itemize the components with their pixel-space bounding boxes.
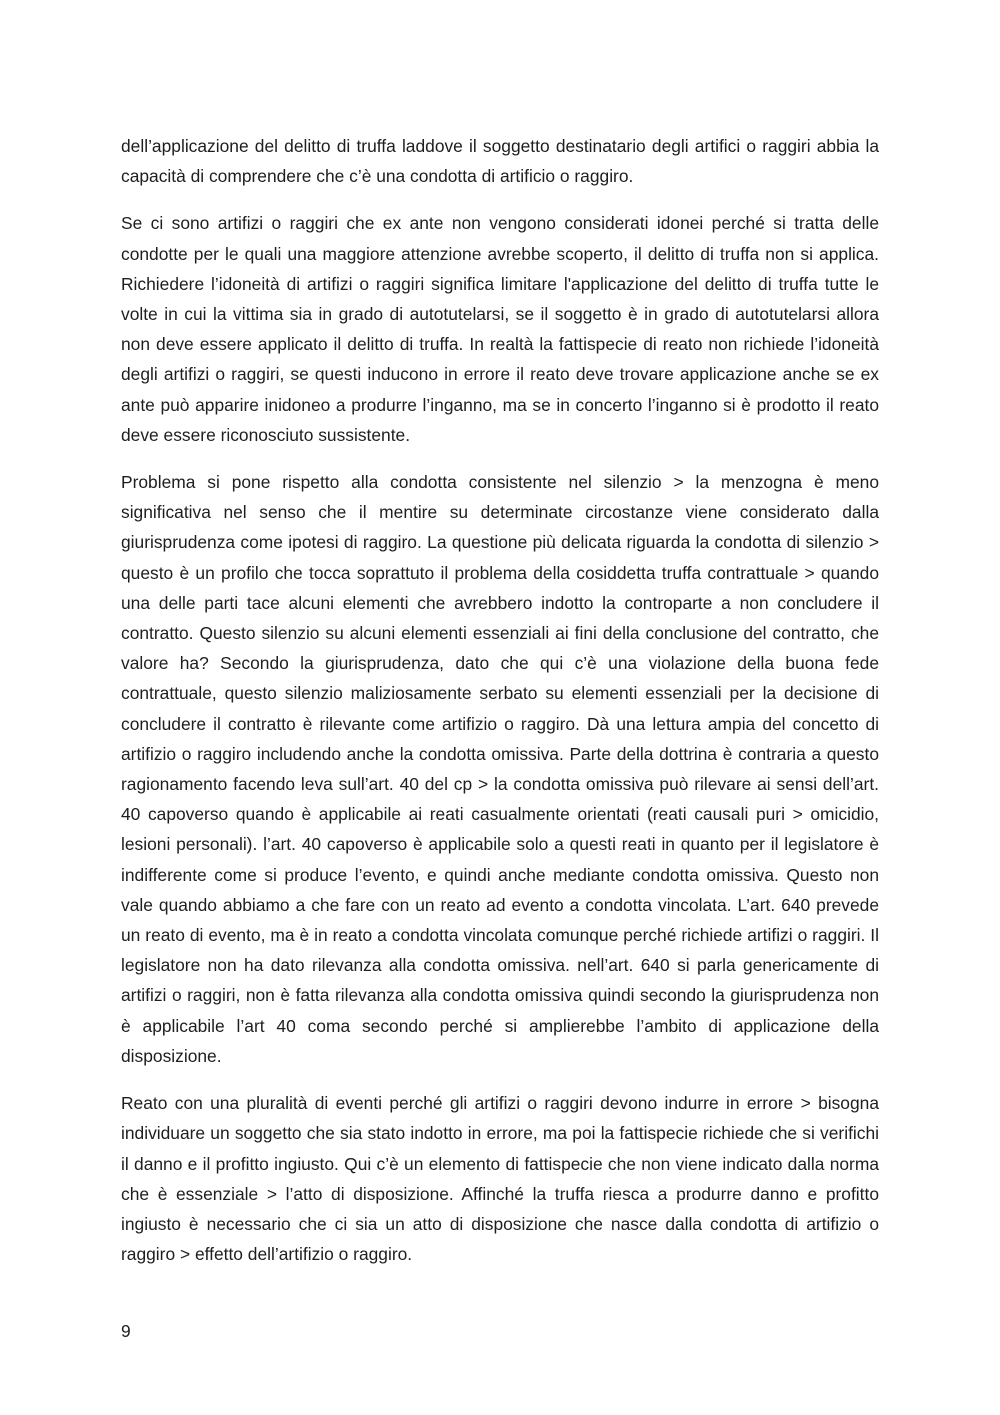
page-number: 9	[121, 1321, 131, 1341]
paragraph-1: dell’applicazione del delitto di truffa laddove il soggetto destinatario degli artifici o raggiri abbia la capacità di comprendere che c’è una condotta di artificio o raggiro.	[121, 136, 879, 187]
paragraph-2: Se ci sono artifizi o raggiri che ex ante non vengono considerati idonei perché si tratta delle condotte per le quali una maggiore attenzione avrebbe scoperto, il delitto di truffa non si applica. Richiedere l’idoneità di artifizi o raggiri significa limitare l'applicazione del delitto di truffa tutte le volte in cui la vittima sia in grado di autotutelarsi, se il soggetto è in grado di autotutelarsi allora non deve essere applicato il delitto di truffa. In realtà la fattispecie di reato non richiede l’idoneità degli artifizi o raggiri, se questi inducono in errore il reato deve trovare applicazione anche se ex ante può apparire inidoneo a produrre l’inganno, ma se in concerto l’inganno si è prodotto il reato deve essere riconosciuto sussistente.	[121, 213, 879, 445]
paragraph-3: Problema si pone rispetto alla condotta consistente nel silenzio > la menzogna è meno significativa nel senso che il mentire su determinate circostanze viene considerato dalla giurisprudenza come ipotesi di raggiro. La questione più delicata riguarda la condotta di silenzio > questo è un profilo che tocca soprattuto il problema della cosiddetta truffa contrattuale > quando una delle parti tace alcuni elementi che avrebbero indotto la controparte a non concludere il contratto. Questo silenzio su alcuni elementi essenziali ai fini della conclusione del contratto, che valore ha? Secondo la giurisprudenza, dato che qui c’è una violazione della buona fede contrattuale, questo silenzio maliziosamente serbato su elementi essenziali per la decisione di concludere il contratto è rilevante come artifizio o raggiro. Dà una lettura ampia del concetto di artifizio o raggiro includendo anche la condotta omissiva. Parte della dottrina è contraria a questo ragionamento facendo leva sull’art. 40 del cp > la condotta omissiva può rilevare ai sensi dell’art. 40 capoverso quando è applicabile ai reati casualmente orientati (reati causali puri > omicidio, lesioni personali). l’art. 40 capoverso è applicabile solo a questi reati in quanto per il legislatore è indifferente come si produce l’evento, e quindi anche mediante condotta omissiva. Questo non vale quando abbiamo a che fare con un reato ad evento a condotta vincolata. L’art. 640 prevede un reato di evento, ma è in reato a condotta vincolata comunque perché richiede artifizi o raggiri. Il legislatore non ha dato rilevanza alla condotta omissiva. nell’art. 640 si parla genericamente di artifizi o raggiri, non è fatta rilevanza alla condotta omissiva quindi secondo la giurisprudenza non è applicabile l’art 40 coma secondo perché si amplierebbe l’ambito di applicazione della disposizione.	[121, 472, 879, 1066]
page-body	[121, 131, 879, 1286]
paragraph-4: Reato con una pluralità di eventi perché gli artifizi o raggiri devono indurre in errore > bisogna individuare un soggetto che sia stato indotto in errore, ma poi la fattispecie richiede che si verifichi il danno e il profitto ingiusto. Qui c’è un elemento di fattispecie che non viene indicato dalla norma che è essenziale > l’atto di disposizione. Affinché la truffa riesca a produrre danno e profitto ingiusto è necessario che ci sia un atto di disposizione che nasce dalla condotta di artifizio o raggiro > effetto dell’artifizio o raggiro.	[121, 1093, 879, 1265]
